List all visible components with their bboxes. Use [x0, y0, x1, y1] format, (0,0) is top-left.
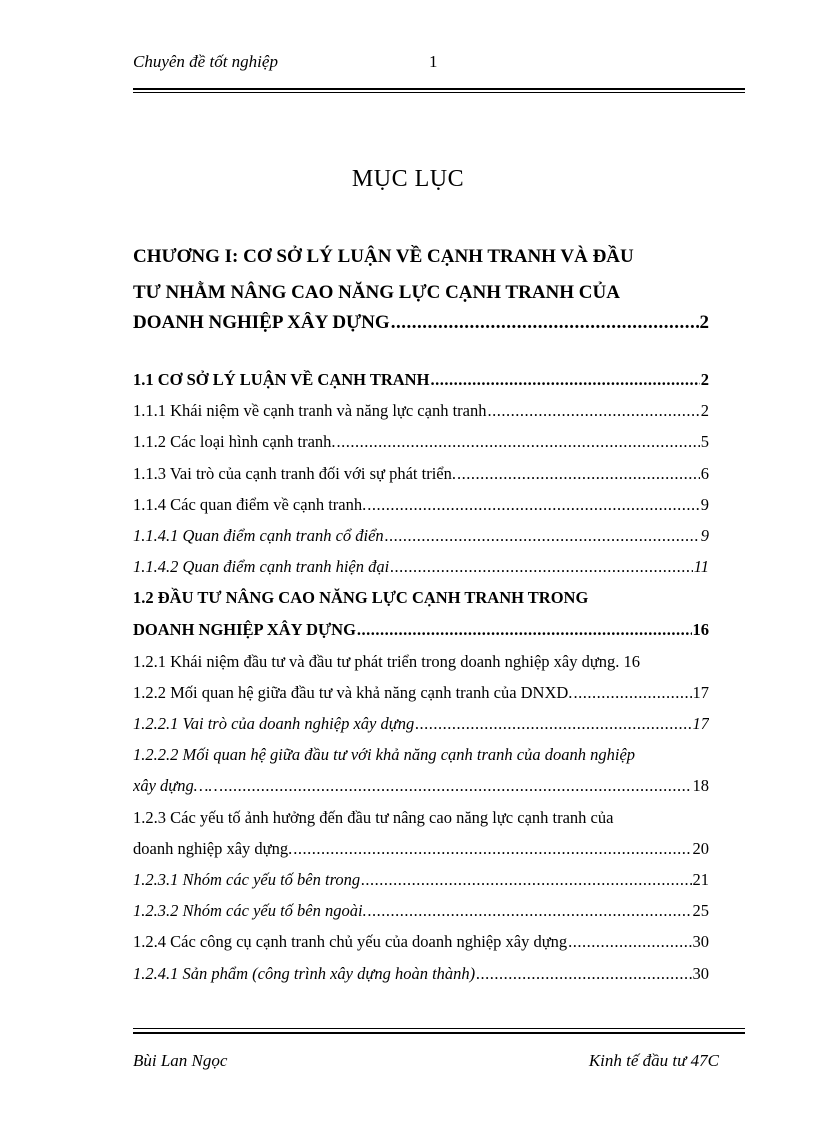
footer-rule-bottom — [133, 1032, 745, 1034]
toc-chapter-text: DOANH NGHIỆP XÂY DỰNG — [133, 312, 390, 333]
dot-leader — [568, 932, 691, 952]
toc-entry-page: 16 — [692, 620, 709, 639]
toc-entry-text: 1.2.2.1 Vai trò của doanh nghiệp xây dựng — [133, 714, 415, 733]
toc-entry-page: 11 — [693, 557, 709, 576]
dot-leader — [488, 401, 700, 421]
dot-leader — [476, 964, 691, 984]
toc-entry-page: 2 — [700, 370, 709, 389]
dot-leader — [457, 464, 700, 484]
toc-entry-page: 30 — [692, 932, 709, 951]
toc-entry-1-1[interactable] — [133, 370, 709, 390]
toc-entry-page: 25 — [692, 901, 709, 920]
toc-heading: MỤC LỤC — [351, 166, 465, 192]
page-number: 1 — [429, 52, 438, 71]
toc-entry-text: 1.1.4.1 Quan điểm cạnh tranh cổ điển — [133, 526, 384, 545]
toc-entry-text: 1.2.4.1 Sản phẩm (công trình xây dựng hoàn thành) — [133, 964, 476, 983]
dot-leader — [430, 370, 699, 390]
toc-entry-page: 17 — [692, 714, 709, 733]
toc-entry-text: 1.1.2 Các loại hình cạnh tranh. — [133, 432, 336, 451]
toc-entry-text: 1.2.2 Mối quan hệ giữa đầu tư và khả năng cạnh tranh của DNXD. — [133, 683, 573, 702]
footer-rule-top — [133, 1028, 745, 1029]
document-title: Chuyên đề tốt nghiệp — [133, 52, 278, 71]
toc-entry-page: 9 — [700, 526, 709, 545]
toc-entry-page: 20 — [692, 839, 709, 858]
toc-entry-text: 1.2.3.2 Nhóm các yếu tố bên ngoài. — [133, 901, 367, 920]
toc-entry-1-2-line1[interactable]: 1.2 ĐẦU TƯ NÂNG CAO NĂNG LỰC CẠNH TRANH TRONG — [133, 588, 589, 607]
dot-leader — [368, 901, 692, 921]
dot-leader — [573, 683, 691, 703]
toc-chapter-line3[interactable] — [133, 312, 709, 334]
toc-entry-text: 1.1.1 Khái niệm về cạnh tranh và năng lực cạnh tranh — [133, 401, 487, 420]
toc-entry-text: xây dựng…… — [133, 776, 224, 795]
toc-entry-page: 16 — [623, 652, 640, 671]
toc-entry-text: doanh nghiệp xây dựng. — [133, 839, 293, 858]
header-rule-top — [133, 88, 745, 90]
toc-entry-1-2-3-line1[interactable]: 1.2.3 Các yếu tố ảnh hưởng đến đầu tư nâng cao năng lực cạnh tranh của — [133, 808, 614, 827]
toc-entry-1-2-2-2-line1[interactable]: 1.2.2.2 Mối quan hệ giữa đầu tư với khả năng cạnh tranh của doanh nghiệp — [133, 745, 636, 764]
toc-entry-text: 1.1.4.2 Quan điểm cạnh tranh hiện đại — [133, 557, 390, 576]
toc-entry-text: DOANH NGHIỆP XÂY DỰNG — [133, 620, 356, 639]
dot-leader — [293, 839, 691, 859]
toc-chapter-line1[interactable]: CHƯƠNG I: CƠ SỞ LÝ LUẬN VỀ CẠNH TRANH VÀ ĐẦU — [133, 246, 634, 267]
toc-entry-page: 17 — [692, 683, 709, 702]
author-name: Bùi Lan Ngọc — [133, 1051, 228, 1070]
dot-leader — [367, 495, 700, 515]
dot-leader — [357, 620, 692, 640]
toc-entry-page: 21 — [692, 870, 709, 889]
toc-entry-1-1-4[interactable] — [133, 495, 709, 515]
toc-entry-1-2-3-1[interactable] — [133, 870, 709, 890]
dot-leader — [337, 432, 700, 452]
toc-entry-1-2-4[interactable] — [133, 932, 709, 952]
toc-chapter-line2[interactable]: TƯ NHẰM NÂNG CAO NĂNG LỰC CẠNH TRANH CỦA — [133, 282, 620, 303]
toc-entry-text: 1.2.1 Khái niệm đầu tư và đầu tư phát triển trong doanh nghiệp xây dựng. — [133, 652, 620, 671]
dot-leader — [391, 312, 699, 334]
dot-leader — [415, 714, 691, 734]
toc-chapter-page: 2 — [699, 312, 709, 333]
toc-entry-text: 1.1.4 Các quan điểm về cạnh tranh. — [133, 495, 367, 514]
dot-leader — [361, 870, 691, 890]
toc-entry-page: 30 — [692, 964, 709, 983]
toc-entry-1-2[interactable] — [133, 620, 709, 640]
toc-entry-page: 2 — [700, 401, 709, 420]
toc-entry-1-1-2[interactable] — [133, 432, 709, 452]
toc-entry-1-2-2[interactable] — [133, 683, 709, 703]
toc-entry-1-2-4-1[interactable] — [133, 964, 709, 984]
toc-entry-text: 1.2.3.1 Nhóm các yếu tố bên trong — [133, 870, 361, 889]
toc-entry-1-2-3-2[interactable] — [133, 901, 709, 921]
dot-leader — [224, 776, 691, 796]
toc-entry-1-1-3[interactable] — [133, 464, 709, 484]
toc-entry-text: 1.1.3 Vai trò của cạnh tranh đối với sự phát triển. — [133, 464, 456, 483]
page-header — [133, 52, 745, 76]
header-rule-bottom — [133, 92, 745, 93]
toc-entry-1-2-3[interactable] — [133, 839, 709, 859]
dot-leader — [385, 526, 700, 546]
toc-entry-1-1-4-1[interactable] — [133, 526, 709, 546]
toc-entry-text: 1.2.4 Các công cụ cạnh tranh chủ yếu của doanh nghiệp xây dựng — [133, 932, 568, 951]
toc-entry-1-2-2-1[interactable] — [133, 714, 709, 734]
dot-leader — [390, 557, 693, 577]
toc-entry-1-1-1[interactable] — [133, 401, 709, 421]
toc-entry-page: 6 — [700, 464, 709, 483]
toc-entry-1-1-4-2[interactable] — [133, 557, 709, 577]
department-name: Kinh tế đầu tư 47C — [588, 1051, 719, 1070]
toc-entry-text: 1.1 CƠ SỞ LÝ LUẬN VỀ CẠNH TRANH — [133, 370, 430, 389]
toc-entry-1-2-2-2[interactable] — [133, 776, 709, 796]
toc-entry-page: 5 — [700, 432, 709, 451]
toc-entry-1-2-1[interactable] — [133, 652, 709, 672]
toc-entry-page: 9 — [700, 495, 709, 514]
toc-entry-page: 18 — [692, 776, 709, 795]
